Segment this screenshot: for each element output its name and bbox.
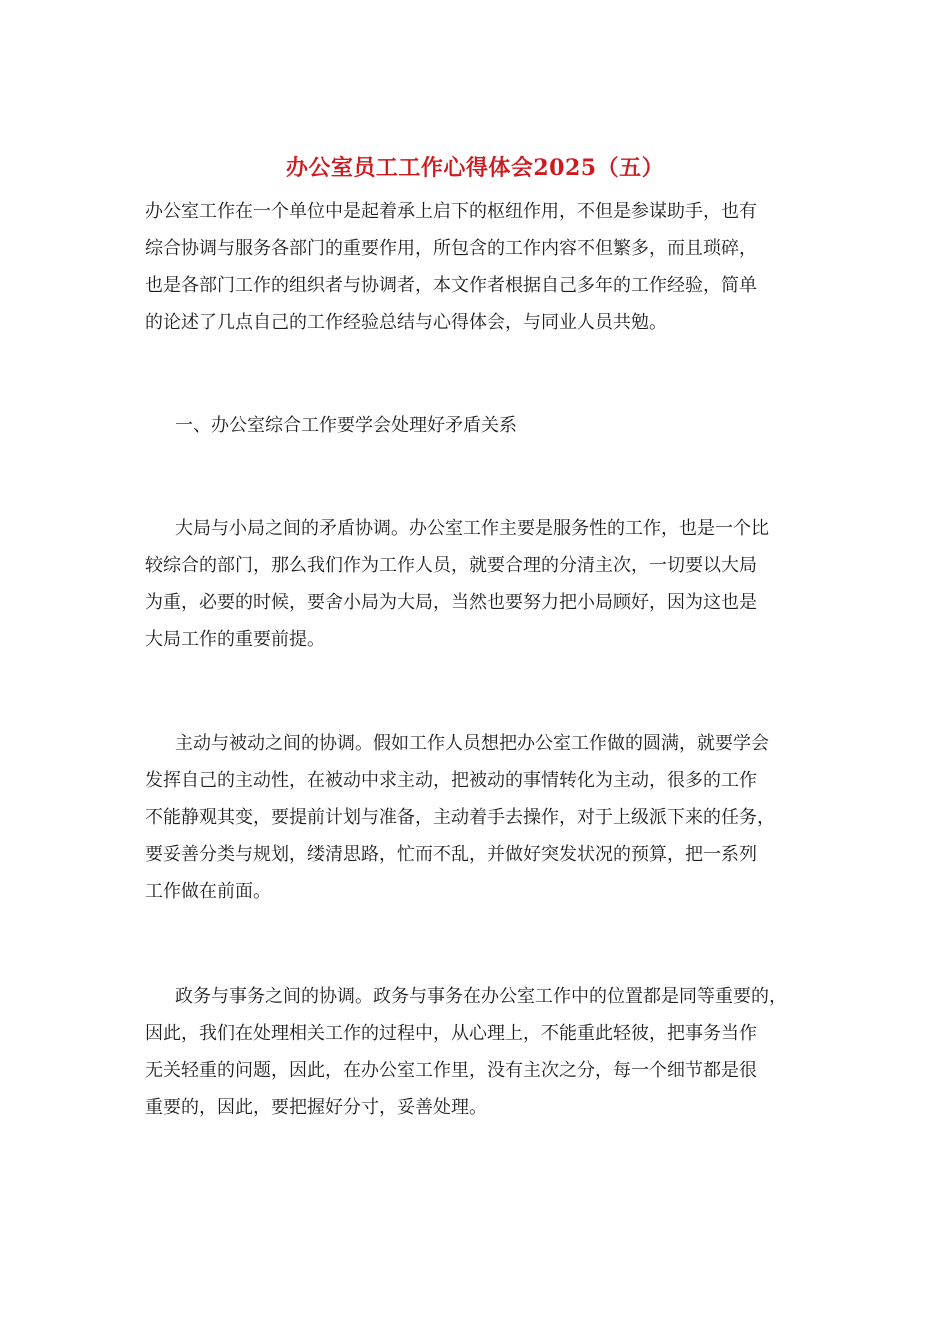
text-line: 无关轻重的问题，因此，在办公室工作里，没有主次之分，每一个细节都是很 [145, 1060, 757, 1081]
text-line: 政务与事务之间的协调。政务与事务在办公室工作中的位置都是同等重要的， [175, 986, 787, 1007]
text-line: 要妥善分类与规划，缕清思路，忙而不乱，并做好突发状况的预算，把一系列 [145, 844, 757, 865]
text-line: 大局与小局之间的矛盾协调。办公室工作主要是服务性的工作，也是一个比 [175, 518, 769, 539]
text-line: 发挥自己的主动性，在被动中求主动，把被动的事情转化为主动，很多的工作 [145, 770, 757, 791]
paragraph-overall-vs-partial [145, 510, 825, 658]
heading-text: 一、办公室综合工作要学会处理好矛盾关系 [175, 415, 517, 436]
text-line: 主动与被动之间的协调。假如工作人员想把办公室工作做的圆满，就要学会 [175, 733, 769, 754]
intro-paragraph [145, 193, 825, 341]
section-heading-1 [145, 407, 825, 444]
text-line: 较综合的部门，那么我们作为工作人员，就要合理的分清主次，一切要以大局 [145, 555, 757, 576]
text-line: 因此，我们在处理相关工作的过程中，从心理上，不能重此轻彼，把事务当作 [145, 1023, 757, 1044]
text-line: 的论述了几点自己的工作经验总结与心得体会，与同业人员共勉。 [145, 312, 667, 333]
paragraph-government-vs-affairs [145, 978, 825, 1126]
text-line: 工作做在前面。 [145, 881, 271, 902]
text-line: 不能静观其变，要提前计划与准备，主动着手去操作，对于上级派下来的任务， [145, 807, 775, 828]
text-line: 综合协调与服务各部门的重要作用，所包含的工作内容不但繁多，而且琐碎， [145, 238, 757, 259]
text-line: 也是各部门工作的组织者与协调者，本文作者根据自己多年的工作经验，简单 [145, 275, 757, 296]
text-line: 重要的，因此，要把握好分寸，妥善处理。 [145, 1097, 487, 1118]
text-line: 大局工作的重要前提。 [145, 629, 325, 650]
document-title: 办公室员工工作心得体会2025（五） [285, 155, 665, 181]
text-line: 为重，必要的时候，要舍小局为大局，当然也要努力把小局顾好，因为这也是 [145, 592, 757, 613]
paragraph-active-vs-passive [145, 725, 825, 910]
text-line: 办公室工作在一个单位中是起着承上启下的枢纽作用，不但是参谋助手，也有 [145, 201, 757, 222]
